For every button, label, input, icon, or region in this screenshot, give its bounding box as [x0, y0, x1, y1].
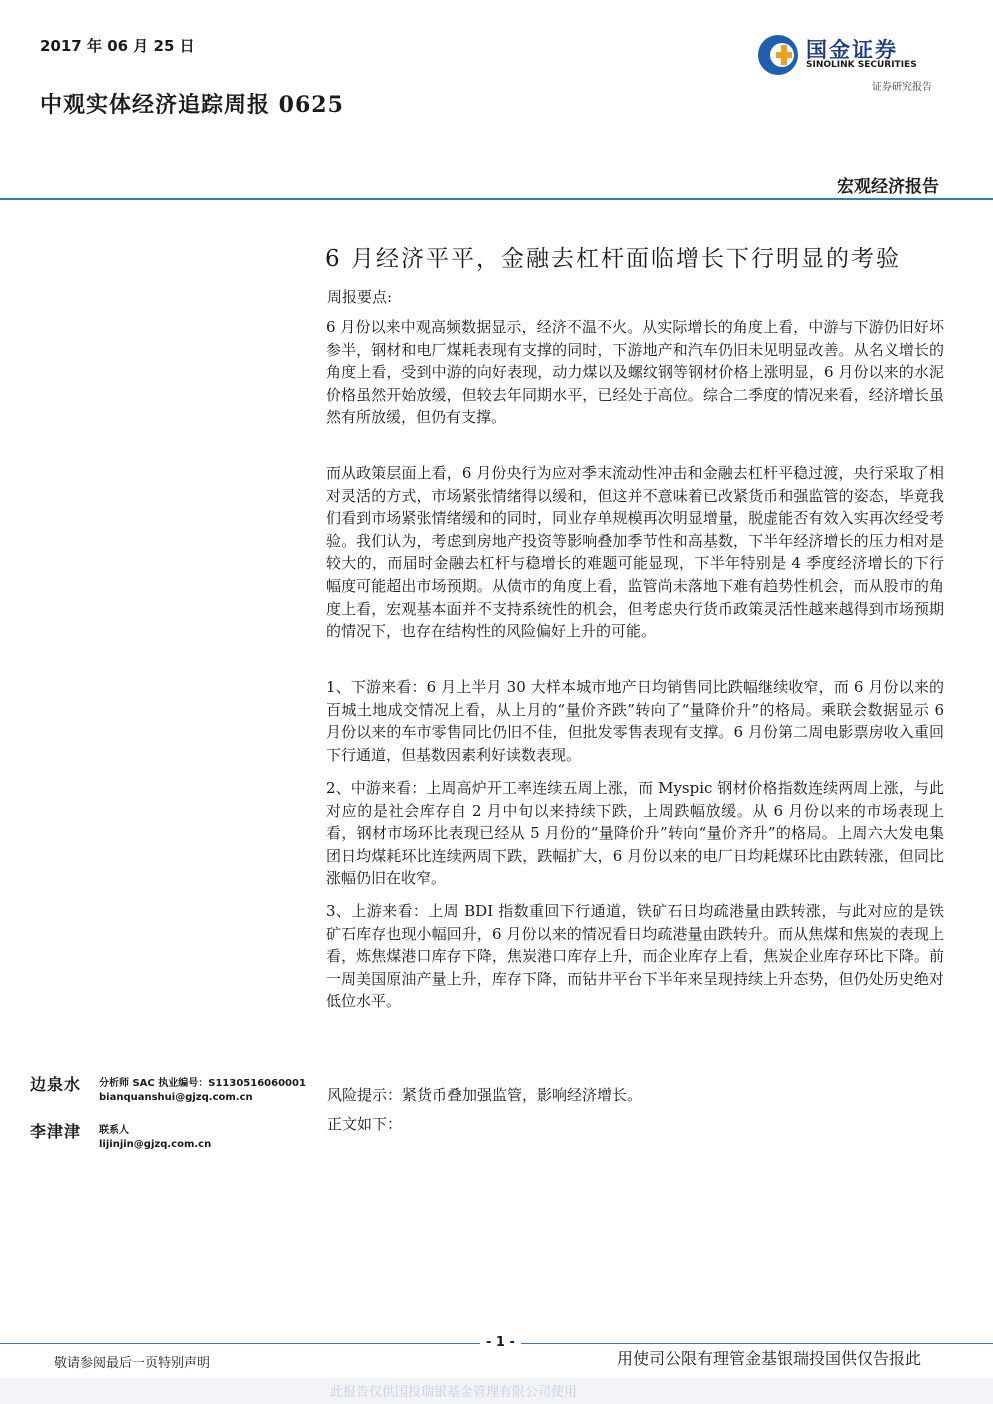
- logo-english-name: SINOLINK SECURITIES: [806, 60, 917, 70]
- summary-label: 周报要点:: [327, 288, 393, 306]
- analyst-info: [99, 1077, 306, 1105]
- report-date: 2017 年 06 月 25 日: [40, 37, 195, 55]
- downstream-paragraph: 1、下游来看：6 月上半月 30 大样本城市地产日均销售同比跌幅继续收窄，而 6 月份以来的百城土地成交情况上看，从上月的“量价齐跌”转向了“量降价升”的格局。乘联会数据显示 6 月份以来的车市零售同比仍旧不佳，但批发零售表现有支撑。6 月份第二周电影票房收入重回下行通道，但基数因素利好读数表现。: [326, 678, 944, 764]
- risk-warning: 风险提示：紧货币叠加强监管，影响经济增长。: [327, 1086, 643, 1104]
- footer-disclaimer: 敬请参阅最后一页特别声明: [54, 1356, 211, 1371]
- analyst-name: 边泉水: [30, 1075, 82, 1094]
- watermark: 此报告仅供国投瑞银基金管理有限公司使用: [330, 1385, 578, 1400]
- analyst-role: 联系人: [99, 1125, 129, 1136]
- analyst-name: 李津津: [30, 1122, 82, 1141]
- analyst-role: 分析师 SAC 执业编号：S1130516060001: [99, 1078, 306, 1089]
- document-title: 中观实体经济追踪周报 0625: [40, 92, 344, 118]
- company-logo: [756, 32, 946, 92]
- body-intro: 正文如下：: [327, 1115, 403, 1133]
- report-type-label: 宏观经济报告: [837, 177, 939, 197]
- summary-paragraph: 而从政策层面上看，6 月份央行为应对季末流动性冲击和金融去杠杆平稳过渡，央行采取了相对灵活的方式，市场紧张情绪得以缓和，但这并不意味着已改紧货币和强监管的姿态，毕竟我们看到市场紧张情绪缓和的同时，同业存单规模再次明显增量，脱虚能否有效入实再次经受考验。我们认为，考虑到房地产投资等影响叠加季节性和高基数，下半年经济增长的压力相对是较大的，而届时金融去杠杆与稳增长的难题可能显现，下半年特别是 4 季度经济增长的下行幅度可能超出市场预期。从债市的角度上看，监管尚未落地下难有趋势性机会，而从股市的角度上看，宏观基本面并不支持系统性的机会，但考虑央行货币政策灵活性越来越得到市场预期的情况下，也存在结构性的风险偏好上升的可能。: [326, 464, 944, 641]
- sinolink-logo-icon: [756, 33, 800, 77]
- analyst-info: [99, 1124, 211, 1152]
- analyst-email[interactable]: bianquanshui@gjzq.com.cn: [99, 1092, 253, 1103]
- summary-paragraph: 6 月份以来中观高频数据显示，经济不温不火。从实际增长的角度上看，中游与下游仍旧好坏参半，钢材和电厂煤耗表现有支撑的同时，下游地产和汽车仍旧未见明显改善。从名义增长的角度上看，受到中游的向好表现，动力煤以及螺纹钢等钢材价格上涨明显，6 月份以来的水泥价格虽然开始放缓，但较去年同期水平，已经处于高位。综合二季度的情况来看，经济增长虽然有所放缓，但仍有支撑。: [326, 318, 944, 427]
- logo-subtitle: 证券研究报告: [872, 82, 932, 93]
- midstream-paragraph: 2、中游来看：上周高炉开工率连续五周上涨，而 Myspic 钢材价格指数连续两周上涨，与此对应的是社会库存自 2 月中旬以来持续下跌，上周跌幅放缓。从 6 月份以来的市场表现上看，钢材市场环比表现已经从 5 月份的“量降价升”转向“量价齐升”的格局。上周六大发电集团日均煤耗环比连续两周下跌，跌幅扩大，6 月份以来的电厂日均耗煤环比由跌转涨，但同比涨幅仍旧在收窄。: [326, 779, 944, 888]
- footer-usage-note: 用使司公限有理管金基银瑞投国供仅告报此: [617, 1349, 922, 1368]
- analyst-email[interactable]: lijinjin@gjzq.com.cn: [99, 1139, 212, 1150]
- page-number: - 1 -: [480, 1335, 521, 1350]
- upstream-paragraph: 3、上游来看：上周 BDI 指数重回下行通道，铁矿石日均疏港量由跌转涨，与此对应的是铁矿石库存也现小幅回升，6 月份以来的情况看日均疏港量由跌转升。而从焦煤和焦炭的表现上看，炼焦煤港口库存下降，焦炭港口库存上升，而企业库存上看，焦炭企业库存环比下降。前一周美国原油产量上升，库存下降，而钻井平台下半年来呈现持续上升态势，但仍处历史绝对低位水平。: [326, 902, 944, 1011]
- headline: 6 月经济平平，金融去杠杆面临增长下行明显的考验: [325, 246, 901, 272]
- header-divider: [0, 198, 993, 200]
- logo-chinese-name: 国金证券: [806, 37, 898, 62]
